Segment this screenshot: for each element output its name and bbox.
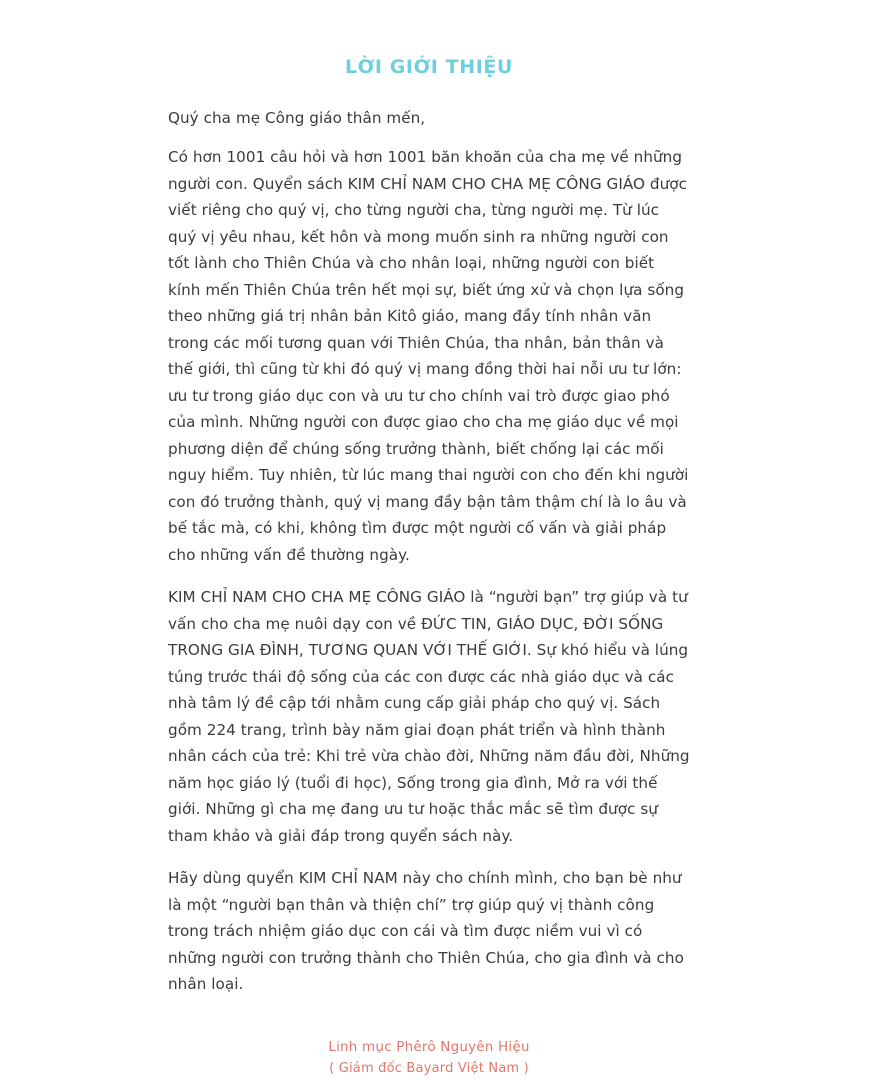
paragraph-body-3: Hãy dùng quyển KIM CHỈ NAM này cho chính mình, cho bạn bè như là một “người bạn thân và thiện chí” trợ giúp quý vị thành công trong trách nhiệm giáo dục con cái và tìm được niềm vui vì có những người con trưởng thành cho Thiên Chúa, cho gia đình và cho nhân loại. xyxy=(168,869,684,994)
signature-role: ( Giám đốc Bayard Việt Nam ) xyxy=(329,1060,529,1076)
page-title: LỜI GIỚI THIỆU xyxy=(344,56,514,78)
paragraph-body-2: KIM CHỈ NAM CHO CHA MẸ CÔNG GIÁO là “người bạn” trợ giúp và tư vấn cho cha mẹ nuôi dạy con về ĐỨC TIN, GIÁO DỤC, ĐỜI SỐNG TRONG GIA ĐÌNH, TƯƠNG QUAN VỚI THẾ GIỚI. Sự khó hiểu và lúng túng trước thái độ sống của các con được các nhà giáo dục và các nhà tâm lý đề cập tới nhằm cung cấp giải pháp cho quý vị. Sách gồm 224 trang, trình bày năm giai đoạn phát triển và hình thành nhân cách của trẻ: Khi trẻ vừa chào đời, Những năm đầu đời, Những năm học giáo lý (tuổi đi học), Sống trong gia đình, Mở ra với thế giới. Những gì cha mẹ đang ưu tư hoặc thắc mắc sẽ tìm được sự tham khảo và giải đáp trong quyển sách này. xyxy=(168,588,690,845)
signature-block xyxy=(168,1036,690,1080)
signature-name: Linh mục Phêrô Nguyên Hiệu xyxy=(328,1038,530,1055)
paragraph-greeting: Quý cha mẹ Công giáo thân mến, xyxy=(168,108,426,127)
document-content xyxy=(168,56,690,1080)
paragraph-body-1: Có hơn 1001 câu hỏi và hơn 1001 băn khoăn của cha mẹ về những người con. Quyển sách KIM CHỈ NAM CHO CHA MẸ CÔNG GIÁO được viết riêng cho quý vị, cho từng người cha, từng người mẹ. Từ lúc quý vị yêu nhau, kết hôn và mong muốn sinh ra những người con tốt lành cho Thiên Chúa và cho nhân loại, những người con biết kính mến Thiên Chúa trên hết mọi sự, biết ứng xử và chọn lựa sống theo những giá trị nhân bản Kitô giáo, mang đầy tính nhân văn trong các mối tương quan với Thiên Chúa, tha nhân, bản thân và thế giới, thì cũng từ khi đó quý vị mang đồng thời hai nỗi ưu tư lớn: ưu tư trong giáo dục con và ưu tư cho chính vai trò được giao phó của mình. Những người con được giao cho cha mẹ giáo dục về mọi phương diện để chúng sống trưởng thành, biết chống lại các mối nguy hiểm. Tuy nhiên, từ lúc mang thai người con cho đến khi người con đó trưởng thành, quý vị mang đầy bận tâm thậm chí là lo âu và bế tắc mà, có khi, không tìm được một người cố vấn và giải pháp cho những vấn đề thường ngày. xyxy=(168,148,689,564)
